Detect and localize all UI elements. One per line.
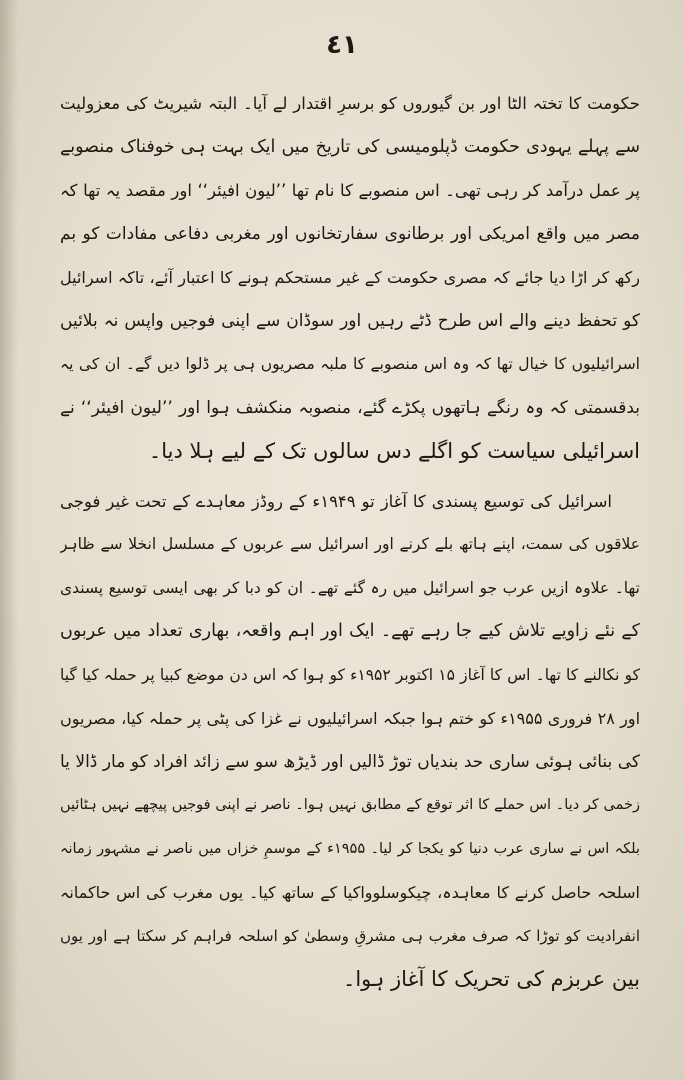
text-line: کو نکالنے کا تھا۔ اس کا آغاز ۱۵ اکتوبر ۱۹۵۲ء کو ہوا کہ اس دن موضع کبیا پر حملہ کیا گیا (60, 665, 640, 684)
text-line: بدقسمتی کہ وہ رنگے ہاتھوں پکڑے گئے، منصوبہ منکشف ہوا اور ’’لیون افیئر‘‘ نے (60, 397, 640, 418)
text-line: رکھ کر اڑا دیا جائے کہ مصری حکومت کے غیر مستحکم ہونے کا اعتبار آئے، تاکہ اسرائیل (60, 268, 640, 287)
page-number: ٤١ (326, 30, 358, 60)
text-line: تھا۔ علاوہ ازیں عرب جو اسرائیل میں رہ گئے تھے۔ ان کو دبا کر بھی ایسی توسیع پسندی (60, 578, 640, 597)
text-line: بلکہ اس نے ساری عرب دنیا کو یکجا کر لیا۔ ۱۹۵۵ء کے موسمِ خزاں میں ناصر نے مشہور زمانہ (60, 840, 640, 857)
text-line: کو تحفظ دینے والے اس طرح ڈٹے رہیں اور سوڈان سے اپنی فوجیں واپس نہ بلائیں (60, 310, 640, 331)
text-line: بین عربزم کی تحریک کا آغاز ہوا۔ (343, 967, 640, 991)
text-line: اسلحہ حاصل کرنے کا معاہدہ، چیکوسلوواکیا کے ساتھ کیا۔ یوں مغرب کی اس حاکمانہ (60, 883, 640, 902)
text-line: زخمی کر دیا۔ اس حملے کا اثر توقع کے مطابق نہیں ہوا۔ ناصر نے اپنی فوجیں پیچھے نہیں ہٹائیں (60, 797, 640, 813)
paragraph-1 (60, 82, 640, 474)
text-line: سے پہلے یہودی حکومت ڈپلومیسی کی تاریخ میں ایک بہت ہی خوفناک منصوبے (60, 136, 640, 157)
body-text (60, 82, 640, 1002)
paragraph-2 (60, 480, 640, 1002)
text-line: مصر میں واقع امریکی اور برطانوی سفارتخانوں اور مغربی دفاعی مفادات کو بم (60, 223, 640, 244)
text-line: کی بنائی ہوئی ساری حد بندیاں توڑ ڈالیں اور ڈیڑھ سو سے زائد افراد کو مار ڈالا یا (60, 751, 640, 772)
text-line: علاقوں کی سمت، اپنے ہاتھ بلے کرنے اور اسرائیل سے عربوں کے مسلسل انخلا سے ظاہر (60, 535, 640, 553)
text-line: اسرائیلی سیاست کو اگلے دس سالوں تک کے لیے ہلا دیا۔ (148, 439, 640, 463)
text-line: اور ۲۸ فروری ۱۹۵۵ء کو ختم ہوا جبکہ اسرائیلیوں نے غزا کی پٹی پر حملہ کیا، مصریوں (60, 709, 640, 728)
text-line: اسرائیلیوں کا خیال تھا کہ وہ اس منصوبے کا ملبہ مصریوں ہی پر ڈلوا دیں گے۔ ان کی یہ (60, 355, 640, 373)
text-line: پر عمل درآمد کر رہی تھی۔ اس منصوبے کا نام تھا ’’لیون افیئر‘‘ اور مقصد یہ تھا کہ (60, 181, 640, 200)
text-line: اسرائیل کی توسیع پسندی کا آغاز تو ۱۹۴۹ء کے روڈز معاہدے کے تحت غیر فوجی (60, 491, 612, 511)
text-line: کے نئے زاویے تلاش کیے جا رہے تھے۔ ایک اور اہم واقعہ، بھاری تعداد میں عربوں (60, 621, 640, 641)
text-line: حکومت کا تختہ الٹا اور بن گیوروں کو برسرِ اقتدار لے آیا۔ البتہ شیریٹ کی معزولیت (60, 94, 640, 113)
text-line: انفرادیت کو توڑا کہ صرف مغرب ہی مشرقِ وسطیٰ کو اسلحہ فراہم کر سکتا ہے اور یوں (60, 926, 640, 945)
